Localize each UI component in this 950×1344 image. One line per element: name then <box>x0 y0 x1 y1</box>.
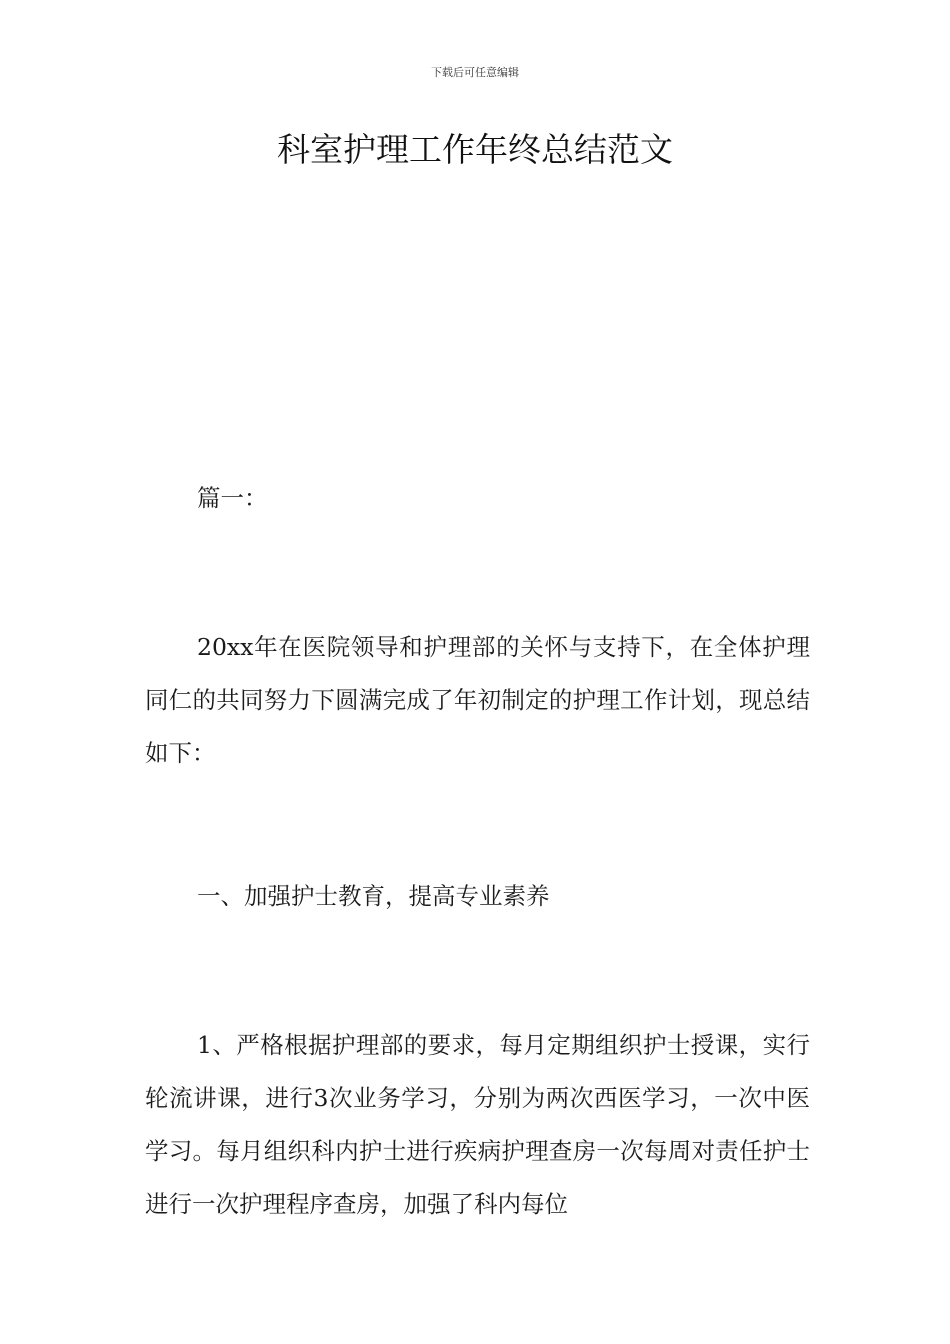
intro-paragraph: 20xx年在医院领导和护理部的关怀与支持下，在全体护理同仁的共同努力下圆满完成了年初制定的护理工作计划，现总结如下： <box>145 633 810 767</box>
header-note: 下载后可任意编辑 <box>431 66 519 79</box>
section-label: 篇一： <box>197 484 268 512</box>
body-paragraph: 1、严格根据护理部的要求，每月定期组织护士授课，实行轮流讲课，进行3次业务学习，分别为两次西医学习，一次中医学习。每月组织科内护士进行疾病护理查房一次每周对责任护士进行一次护理程序查房，加强了科内每位 <box>145 1031 810 1218</box>
document-title: 科室护理工作年终总结范文 <box>277 130 673 169</box>
section-heading: 一、加强护士教育，提高专业素养 <box>197 882 550 910</box>
